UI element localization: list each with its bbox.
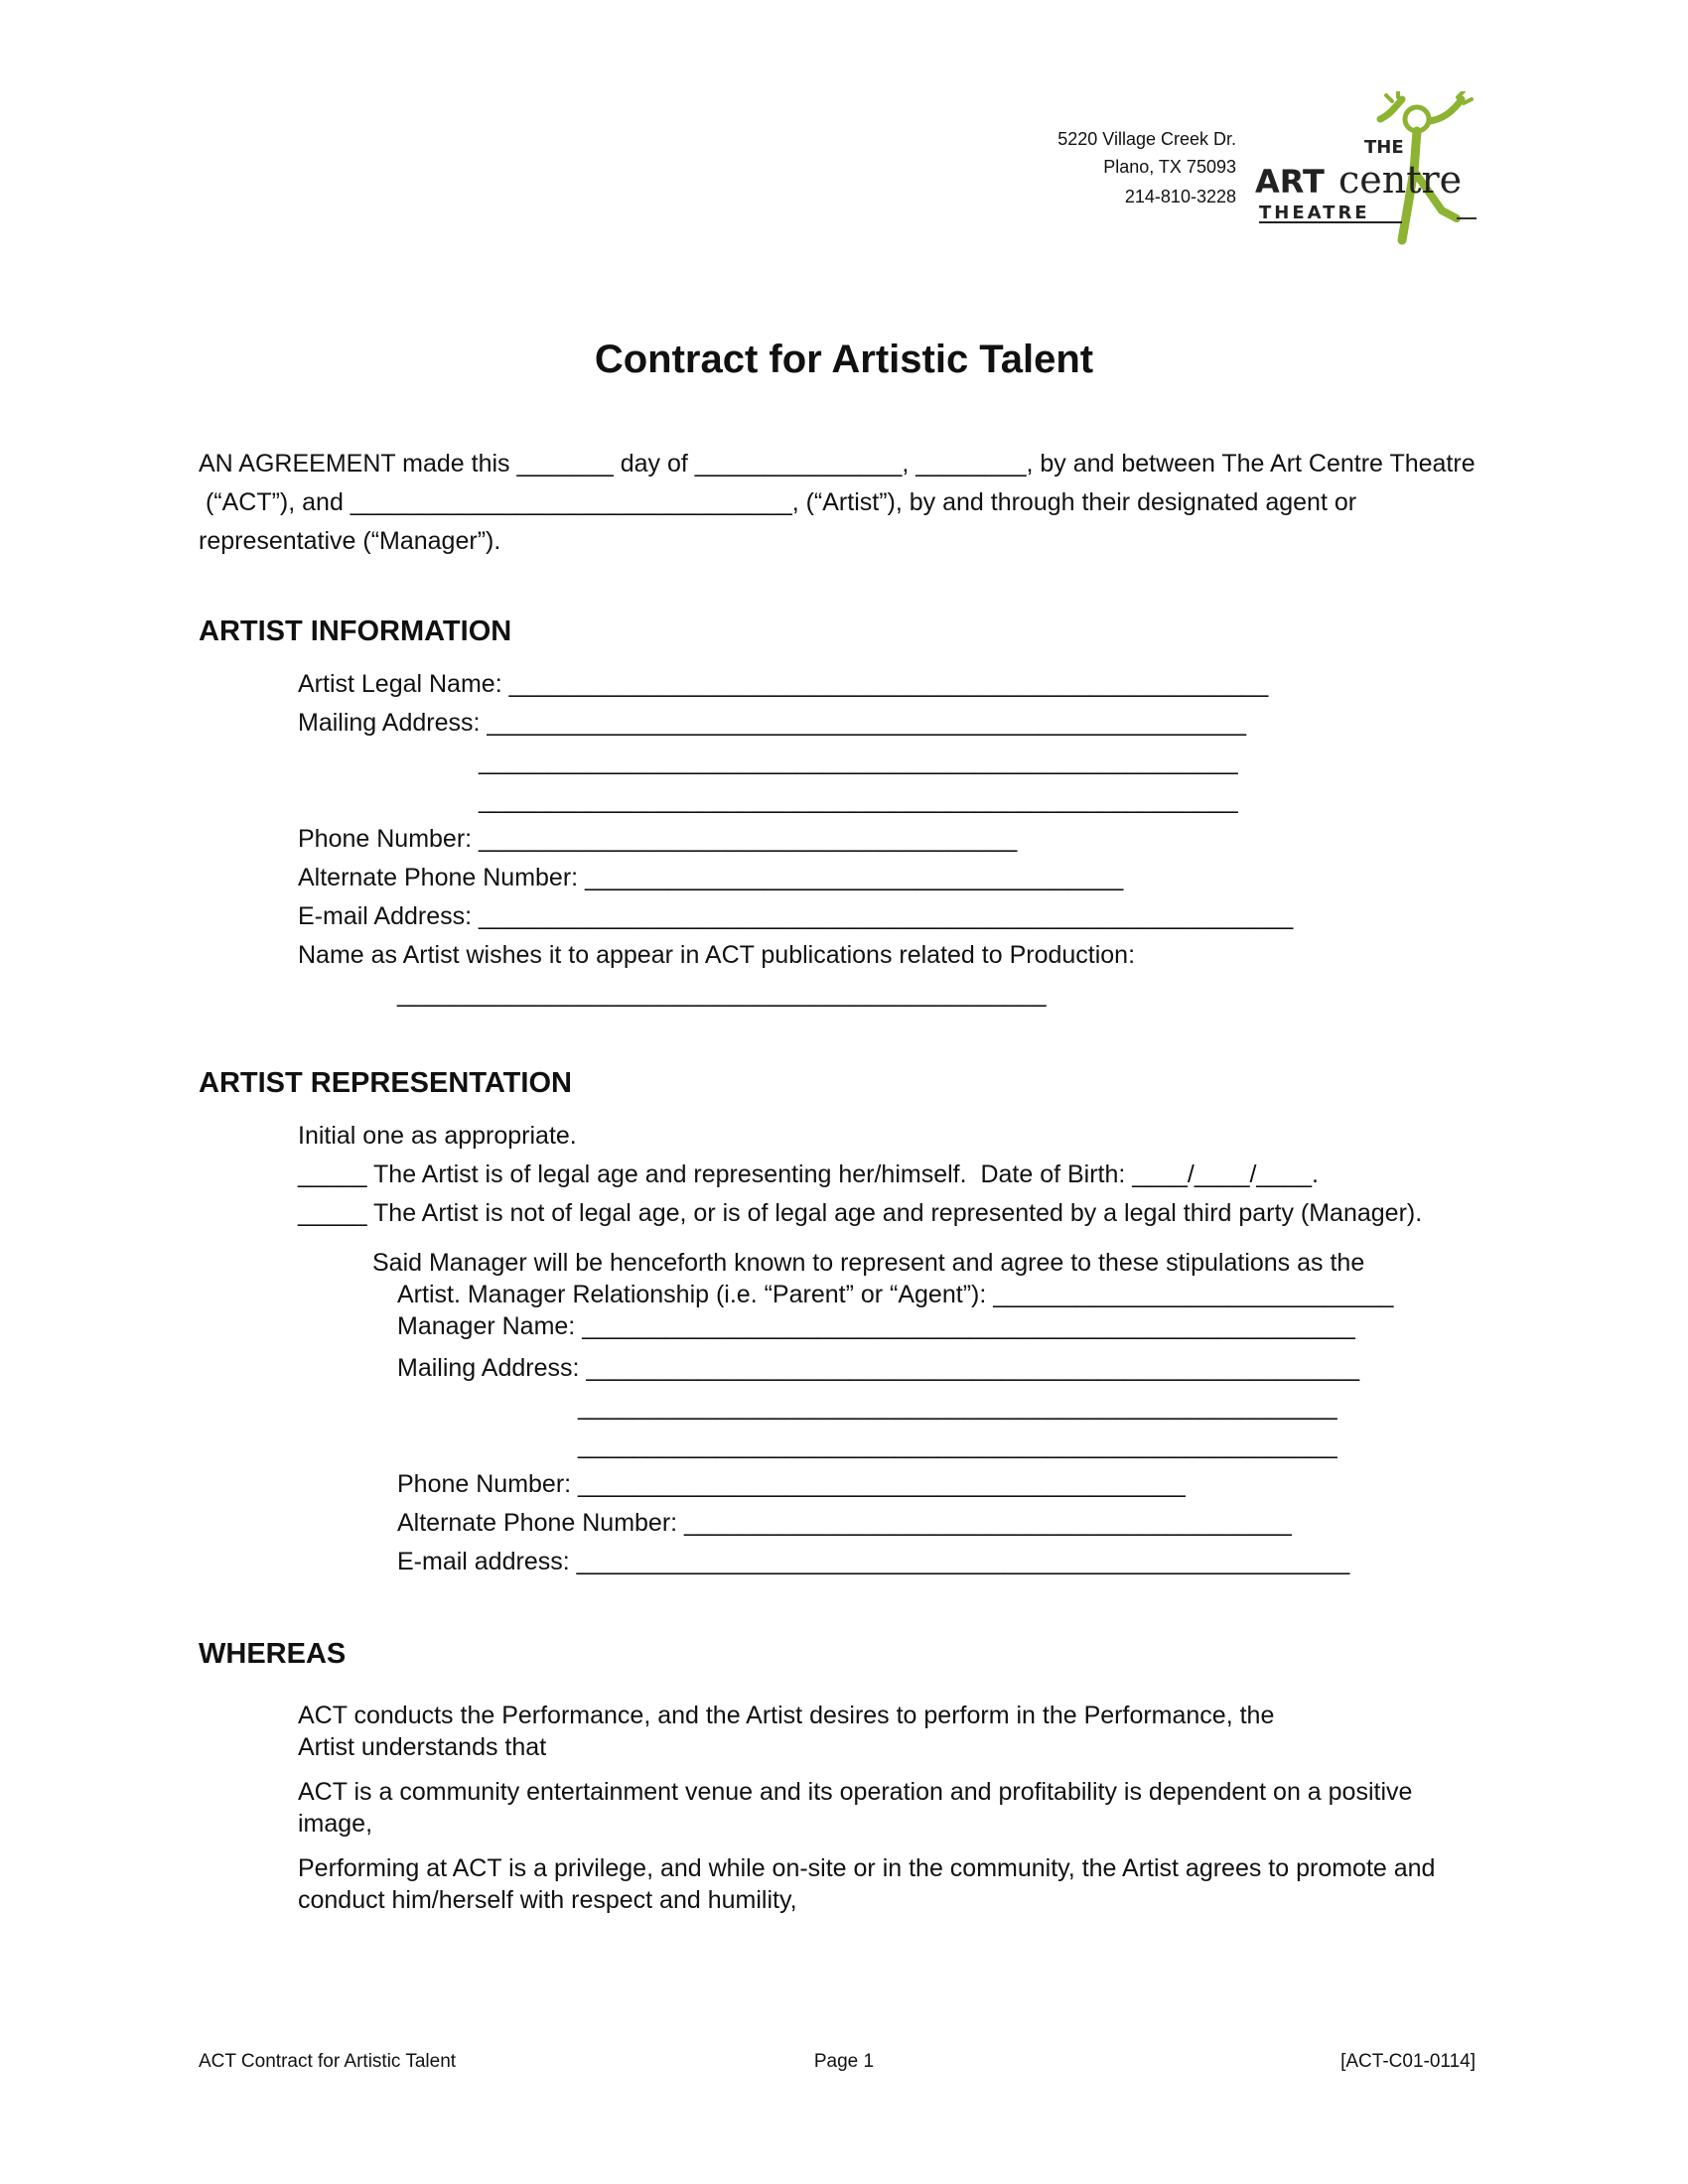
whereas-p1-line1: ACT conducts the Performance, and the Artist desires to perform in the Performance, the xyxy=(298,1702,1275,1729)
publication-name-label: Name as Artist wishes it to appear in ACT publications related to Production: xyxy=(298,941,1136,969)
whereas-p3-line2: conduct him/herself with respect and humility, xyxy=(298,1886,797,1914)
option-legal-age[interactable]: _____ The Artist is of legal age and representing her/himself. Date of Birth: ____/____/____. xyxy=(298,1160,1319,1188)
artist-representation-heading: ARTIST REPRESENTATION xyxy=(199,1067,572,1099)
footer-document-name: ACT Contract for Artistic Talent xyxy=(199,2051,457,2072)
whereas-heading: WHEREAS xyxy=(199,1638,347,1670)
whereas-p2-line2: image, xyxy=(298,1810,373,1838)
artist-alt-phone-field[interactable]: Alternate Phone Number: _______________________________________ xyxy=(298,864,1124,891)
initial-instruction: Initial one as appropriate. xyxy=(298,1122,577,1150)
manager-mailing-address-line2[interactable]: _______________________________________________________ xyxy=(578,1393,1337,1421)
logo-centre: centre xyxy=(1338,158,1463,202)
artist-phone-field[interactable]: Phone Number: _______________________________________ xyxy=(298,825,1018,853)
document-title: Contract for Artistic Talent xyxy=(594,338,1094,381)
logo-theatre: THEATRE xyxy=(1259,203,1370,223)
logo-the: THE xyxy=(1364,137,1404,158)
manager-phone-field[interactable]: Phone Number: ____________________________________________ xyxy=(397,1470,1186,1498)
header-phone: 214-810-3228 xyxy=(1124,187,1236,206)
intro-line-1: AN AGREEMENT made this _______ day of _______________, ________, by and between The Art Centre Theatre xyxy=(199,450,1476,478)
footer-page-number: Page 1 xyxy=(813,2051,875,2072)
artist-mailing-address-field[interactable]: Mailing Address: _______________________________________________________ xyxy=(298,709,1247,737)
manager-email-field[interactable]: E-mail address: ________________________________________________________ xyxy=(397,1548,1350,1575)
whereas-p2-line1: ACT is a community entertainment venue and its operation and profitability is dependent on a positive xyxy=(298,1778,1413,1806)
manager-name-field[interactable]: Manager Name: ________________________________________________________ xyxy=(397,1312,1355,1340)
whereas-p3-line1: Performing at ACT is a privilege, and while on-site or in the community, the Artist agrees to promote and xyxy=(298,1854,1436,1882)
footer-form-code: [ACT-C01-0114] xyxy=(1340,2051,1476,2072)
artist-information-heading: ARTIST INFORMATION xyxy=(199,615,512,647)
art-centre-theatre-logo xyxy=(1253,91,1491,250)
artist-email-field[interactable]: E-mail Address: ___________________________________________________________ xyxy=(298,902,1294,930)
intro-line-2: (“ACT”), and ________________________________, (“Artist”), by and through their designated agent or xyxy=(199,488,1357,516)
header-address-line2: Plano, TX 75093 xyxy=(1103,157,1236,177)
logo-art: ART xyxy=(1255,163,1325,201)
header-address-line1: 5220 Village Creek Dr. xyxy=(1057,129,1236,149)
whereas-p1-line2: Artist understands that xyxy=(298,1733,547,1761)
artist-mailing-address-line3[interactable]: _______________________________________________________ xyxy=(479,786,1238,814)
manager-mailing-address-line3[interactable]: _______________________________________________________ xyxy=(578,1432,1337,1459)
manager-alt-phone-field[interactable]: Alternate Phone Number: ____________________________________________ xyxy=(397,1509,1292,1537)
intro-line-3: representative (“Manager”). xyxy=(199,527,501,555)
manager-relationship-field[interactable]: Artist. Manager Relationship (i.e. “Parent” or “Agent”): _____________________________ xyxy=(397,1281,1394,1308)
publication-name-field[interactable]: _______________________________________________ xyxy=(397,980,1047,1008)
artist-mailing-address-line2[interactable]: _______________________________________________________ xyxy=(479,748,1238,775)
option-not-legal-age[interactable]: _____ The Artist is not of legal age, or is of legal age and represented by a legal third party (Manager). xyxy=(298,1199,1423,1227)
manager-statement-line1: Said Manager will be henceforth known to represent and agree to these stipulations as the xyxy=(372,1249,1365,1277)
artist-legal-name-field[interactable]: Artist Legal Name: _______________________________________________________ xyxy=(298,670,1269,698)
manager-mailing-address-field[interactable]: Mailing Address: ________________________________________________________ xyxy=(397,1354,1359,1382)
